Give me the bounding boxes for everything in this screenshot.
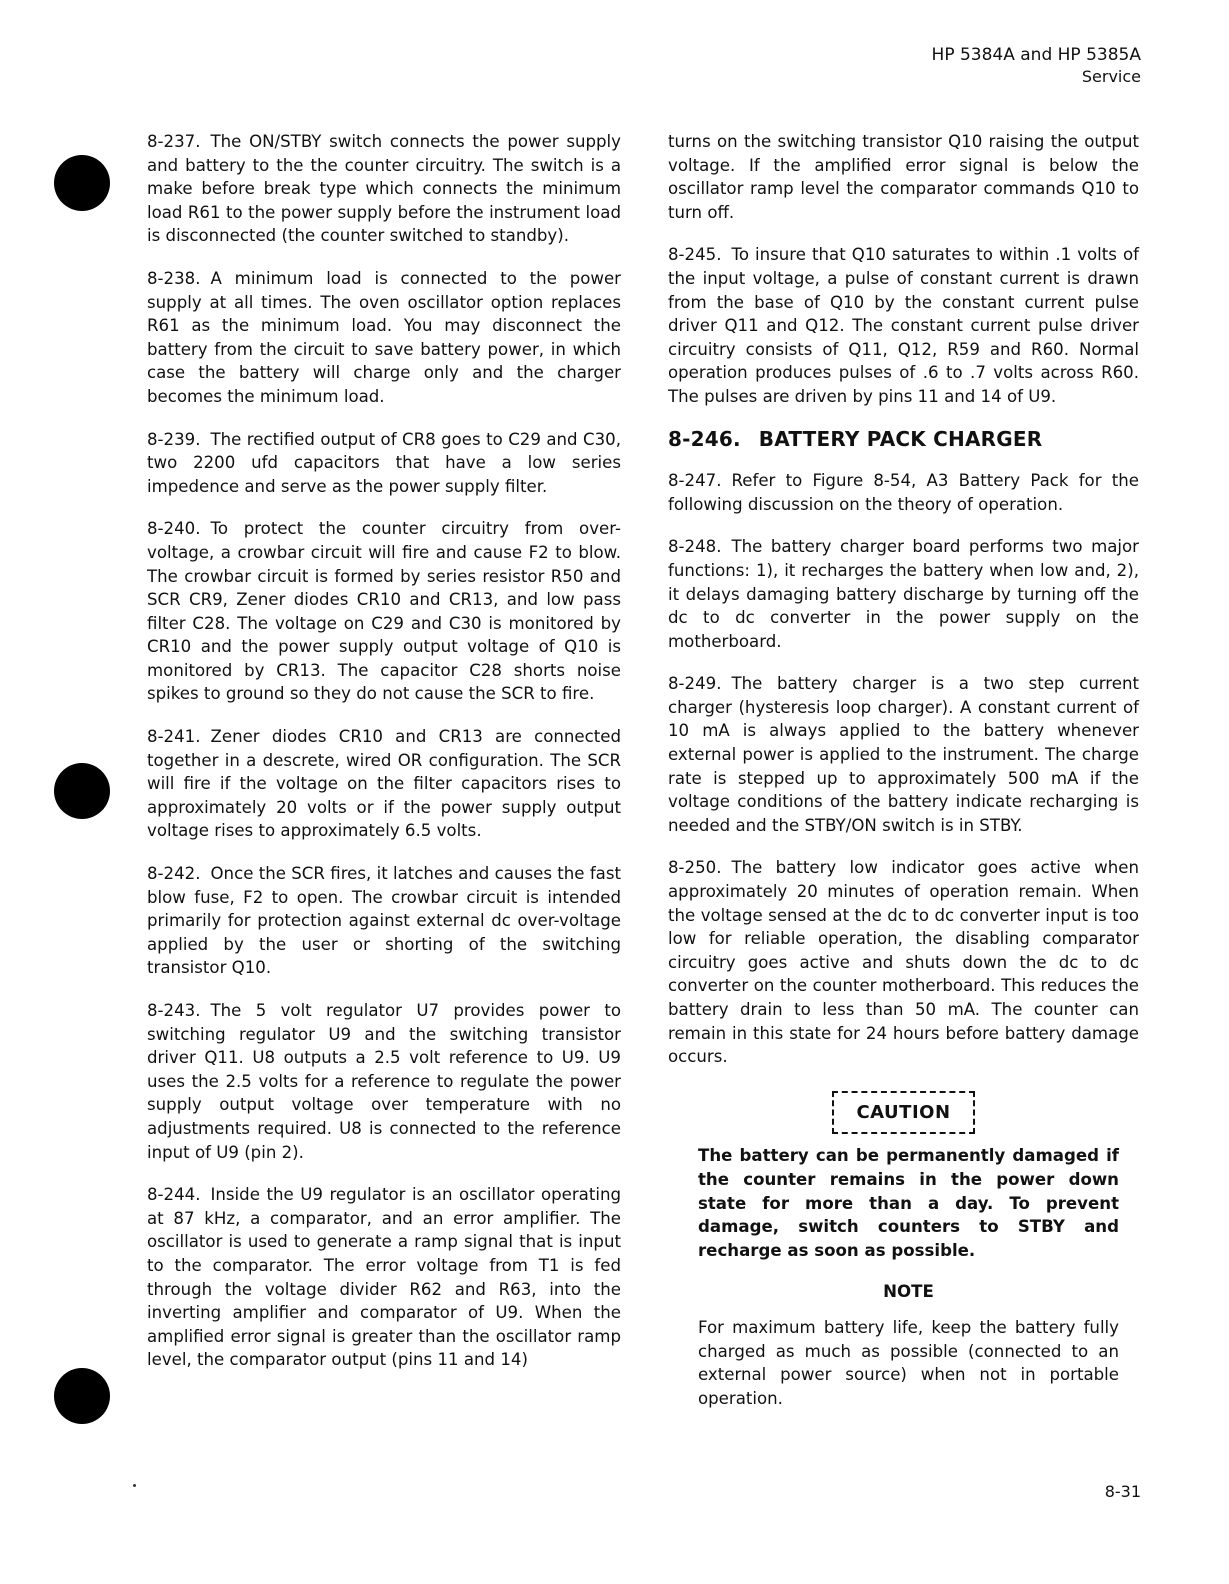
paragraph: 8-237. The ON/STBY switch connects the power supply and battery to the the counter circuitry. The switch is a make before break type which connects the minimum load R61 to the power supply before the instrument load is disconnected (the counter switched to standby). <box>147 132 621 246</box>
paragraph: 8-240. To protect the counter circuitry from over-voltage, a crowbar circuit will fire and cause F2 to blow. The crowbar circuit is formed by series resistor R50 and SCR CR9, Zener diodes CR10 and CR13, and low pass filter C28. The voltage on C29 and C30 is monitored by CR10 and the power supply output voltage of Q10 is monitored by CR13. The capacitor C28 shorts noise spikes to ground so they do not cause the SCR to fire. <box>147 519 621 704</box>
left-column <box>147 130 621 1391</box>
paragraph: 8-239. The rectified output of CR8 goes to C29 and C30, two 2200 ufd capacitors that have a low series impedence and serve as the power supply filter. <box>147 429 621 496</box>
caution-box <box>668 1091 1139 1135</box>
manual-title: HP 5384A and HP 5385A <box>931 45 1141 65</box>
paragraph: 8-242. Once the SCR fires, it latches and causes the fast blow fuse, F2 to open. The crowbar circuit is intended primarily for protection against external dc over-voltage applied by the user or shorting of the switching transistor Q10. <box>147 864 621 978</box>
paragraph: 8-247. Refer to Figure 8-54, A3 Battery Pack for the following discussion on the theory of operation. <box>668 471 1139 514</box>
caution-text: The battery can be permanently damaged if the counter remains in the power down state for more than a day. To prevent damage, switch counters to STBY and recharge as soon as possible. <box>698 1146 1119 1260</box>
note-label: NOTE <box>883 1282 934 1302</box>
paragraph: 8-244. Inside the U9 regulator is an oscillator operating at 87 kHz, a comparator, and an error amplifier. The oscillator is used to generate a ramp signal that is input to the comparator. The error voltage from T1 is fed through the voltage divider R62 and R63, into the inverting amplifier and comparator of U9. When the amplified error signal is greater than the oscillator ramp level, the comparator output (pins 11 and 14) <box>147 1185 621 1370</box>
right-column <box>668 130 1139 1410</box>
paragraph: 8-241. Zener diodes CR10 and CR13 are connected together in a descrete, wired OR configuration. The SCR will fire if the voltage on the filter capacitors rises to approximately 20 volts or if the power supply output voltage rises to approximately 6.5 volts. <box>147 727 621 841</box>
note-text: For maximum battery life, keep the battery fully charged as much as possible (connected to an external power source) when not in portable operation. <box>698 1317 1119 1408</box>
page-number: 8-31 <box>1104 1482 1141 1501</box>
paragraph: 8-245. To insure that Q10 saturates to within .1 volts of the input voltage, a pulse of constant current is drawn from the base of Q10 by the constant current pulse driver Q11 and Q12. The constant current pulse driver circuitry consists of Q11, Q12, R59 and R60. Normal operation produces pulses of .6 to .7 volts across R60. The pulses are driven by pins 11 and 14 of U9. <box>668 245 1139 406</box>
paragraph: 8-248. The battery charger board performs two major functions: 1), it recharges the battery when low and, 2), it delays damaging battery discharge by turning off the dc to dc converter in the power supply on the motherboard. <box>668 537 1139 651</box>
paragraph: 8-250. The battery low indicator goes active when approximately 20 minutes of operation remain. When the voltage sensed at the dc to dc converter input is too low for reliable operation, the disabling comparator circuitry goes active and shuts down the dc to dc converter on the counter motherboard. This reduces the battery drain to less than 50 mA. The counter can remain in this state for 24 hours before battery damage occurs. <box>668 858 1139 1067</box>
paragraph: 8-238. A minimum load is connected to the power supply at all times. The oven oscillator option replaces R61 as the minimum load. You may disconnect the battery from the circuit to save battery power, in which case the battery will charge only and the charger becomes the minimum load. <box>147 268 621 406</box>
binder-hole-top <box>54 155 110 211</box>
paragraph: 8-243. The 5 volt regulator U7 provides power to switching regulator U9 and the switching transistor driver Q11. U8 outputs a 2.5 volt reference to U9. U9 uses the 2.5 volts for a reference to regulate the power supply output voltage over temperature with no adjustments required. U8 is connected to the reference input of U9 (pin 2). <box>147 1001 621 1162</box>
paragraph: turns on the switching transistor Q10 raising the output voltage. If the amplified error signal is below the oscillator ramp level the comparator commands Q10 to turn off. <box>668 132 1139 222</box>
binder-hole-middle <box>54 763 110 819</box>
manual-section: Service <box>1081 67 1141 86</box>
binder-hole-bottom <box>54 1368 110 1424</box>
caution-label: CAUTION <box>832 1091 974 1135</box>
paragraph: 8-249. The battery charger is a two step current charger (hysteresis loop charger). A constant current of 10 mA is always applied to the battery whenever external power is applied to the instrument. The charge rate is stepped up to approximately 500 mA if the voltage conditions of the battery indicate recharging is needed and the STBY/ON switch is in STBY. <box>668 674 1139 835</box>
page-header <box>932 44 1141 88</box>
section-heading: 8-246. BATTERY PACK CHARGER <box>668 426 1043 451</box>
speck <box>133 1484 136 1487</box>
